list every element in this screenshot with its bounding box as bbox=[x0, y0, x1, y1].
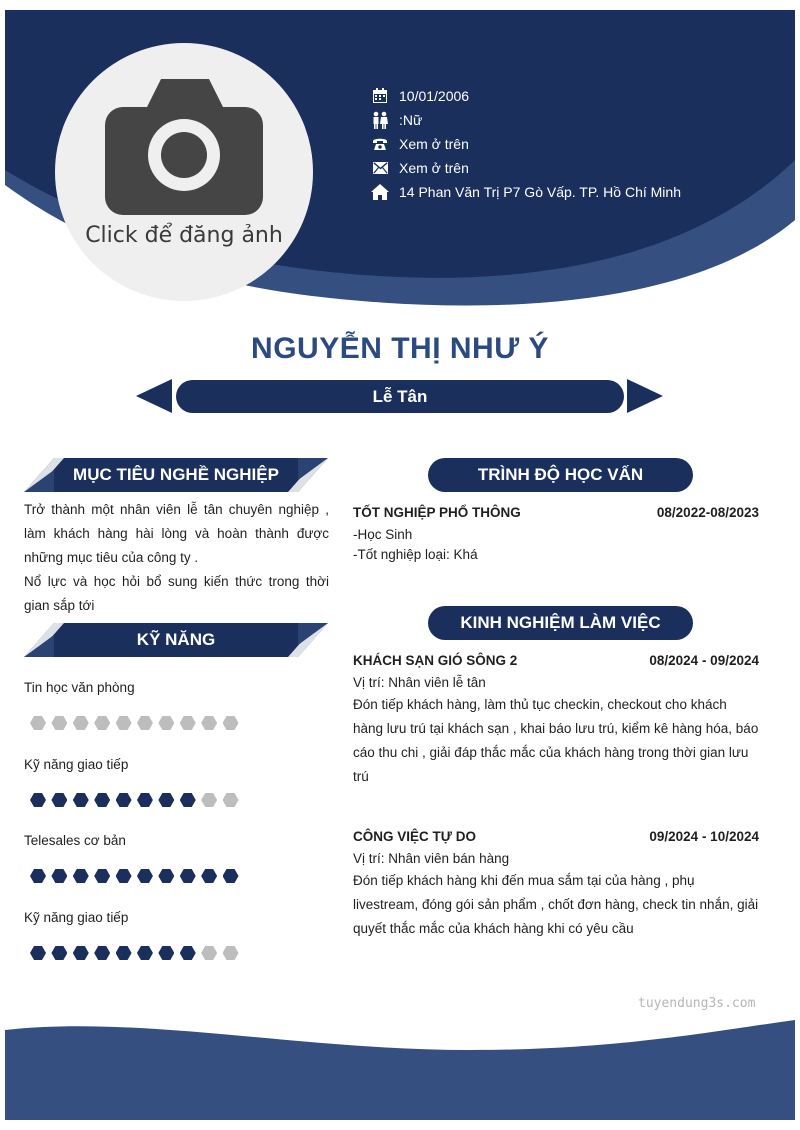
full-name: NGUYỄN THỊ NHƯ Ý bbox=[251, 332, 549, 365]
rating-dot bbox=[116, 716, 132, 730]
skill-item bbox=[24, 680, 324, 700]
experience-title: CÔNG VIỆC TỰ DO bbox=[353, 829, 476, 844]
phone-icon bbox=[370, 135, 390, 153]
email-icon bbox=[370, 159, 390, 177]
rating-dot bbox=[116, 946, 132, 960]
skill-name: Kỹ năng giao tiếp bbox=[24, 757, 129, 772]
education-line-1: -Học Sinh bbox=[353, 527, 413, 542]
rating-dot bbox=[201, 716, 217, 730]
rating-dot bbox=[137, 946, 153, 960]
experience-entry-header bbox=[353, 653, 759, 673]
rating-dot bbox=[94, 869, 110, 883]
watermark: tuyendung3s.com bbox=[638, 996, 756, 1011]
rating-dot bbox=[201, 869, 217, 883]
education-heading: TRÌNH ĐỘ HỌC VẤN bbox=[428, 458, 693, 492]
experience-description: Đón tiếp khách hàng khi đến mua sắm tại của hàng , phụ livestream, đóng gói sản phẩm , chốt đơn hàng, check tin nhắn, giải quyết thắc mắc của khách hàng khi có yêu cầu bbox=[353, 873, 759, 936]
rating-dot bbox=[223, 793, 239, 807]
skill-rating bbox=[30, 716, 244, 730]
education-entry bbox=[353, 505, 759, 565]
experience-heading: KINH NGHIỆM LÀM VIỆC bbox=[428, 606, 693, 640]
rating-dot bbox=[73, 716, 89, 730]
address-row bbox=[370, 180, 681, 204]
experience-period: 09/2024 - 10/2024 bbox=[649, 829, 759, 844]
position-arrow-left bbox=[136, 379, 172, 413]
rating-dot bbox=[158, 716, 174, 730]
rating-dot bbox=[158, 946, 174, 960]
photo-placeholder[interactable] bbox=[55, 43, 313, 301]
birthdate-row bbox=[370, 84, 681, 108]
gender-value: :Nữ bbox=[399, 112, 423, 128]
rating-dot bbox=[30, 793, 46, 807]
skill-item bbox=[24, 910, 324, 930]
rating-dot bbox=[223, 716, 239, 730]
experience-entry-header bbox=[353, 829, 759, 849]
rating-dot bbox=[158, 793, 174, 807]
skill-name: Telesales cơ bản bbox=[24, 833, 126, 848]
rating-dot bbox=[94, 946, 110, 960]
email-value: Xem ở trên bbox=[399, 160, 469, 176]
rating-dot bbox=[137, 716, 153, 730]
rating-dot bbox=[73, 869, 89, 883]
skill-item bbox=[24, 757, 324, 777]
rating-dot bbox=[180, 946, 196, 960]
objective-paragraph-1: Trở thành một nhân viên lễ tân chuyên nghiệp , làm khách hàng hài lòng và hoàn thành được những mục tiêu của công ty . bbox=[24, 502, 329, 565]
rating-dot bbox=[180, 793, 196, 807]
rating-dot bbox=[51, 869, 67, 883]
rating-dot bbox=[116, 869, 132, 883]
skills-heading-text: KỸ NĂNG bbox=[136, 630, 216, 649]
rating-dot bbox=[30, 946, 46, 960]
phone-value: Xem ở trên bbox=[399, 136, 469, 152]
rating-dot bbox=[223, 946, 239, 960]
gender-row bbox=[370, 108, 681, 132]
experience-title: KHÁCH SẠN GIÓ SÔNG 2 bbox=[353, 653, 518, 668]
rating-dot bbox=[137, 793, 153, 807]
rating-dot bbox=[51, 946, 67, 960]
rating-dot bbox=[180, 716, 196, 730]
rating-dot bbox=[116, 793, 132, 807]
experience-entry bbox=[353, 653, 759, 789]
skill-name: Kỹ năng giao tiếp bbox=[24, 910, 129, 925]
skill-item bbox=[24, 833, 324, 853]
experience-period: 08/2024 - 09/2024 bbox=[649, 653, 759, 668]
rating-dot bbox=[201, 946, 217, 960]
education-title: TỐT NGHIỆP PHỔ THÔNG bbox=[353, 505, 521, 520]
rating-dot bbox=[137, 869, 153, 883]
footer-wave bbox=[5, 1020, 795, 1120]
rating-dot bbox=[51, 716, 67, 730]
experience-description: Đón tiếp khách hàng, làm thủ tục checkin, checkout cho khách hàng lưu trú tại khách sạn , khai báo lưu trú, kiểm kê hàng hóa, báo cáo thu chi , giải đáp thắc mắc của khách hàng trong thời gian lưu trú bbox=[353, 697, 759, 784]
objective-text bbox=[24, 498, 329, 618]
rating-dot bbox=[73, 946, 89, 960]
objective-heading-text: MỤC TIÊU NGHỀ NGHIỆP bbox=[73, 465, 279, 484]
skills-heading bbox=[24, 623, 328, 657]
home-icon bbox=[370, 183, 390, 201]
address-value: 14 Phan Văn Trị P7 Gò Vấp. TP. Hồ Chí Minh bbox=[399, 184, 681, 200]
rating-dot bbox=[94, 793, 110, 807]
experience-role: Vị trí: Nhân viên lễ tân bbox=[353, 675, 486, 690]
skill-rating bbox=[30, 869, 244, 883]
rating-dot bbox=[94, 716, 110, 730]
objective-paragraph-2: Nổ lực và học hỏi bổ sung kiến thức trong thời gian sắp tới bbox=[24, 574, 329, 613]
email-row bbox=[370, 156, 681, 180]
rating-dot bbox=[201, 793, 217, 807]
gender-icon bbox=[370, 111, 390, 129]
rating-dot bbox=[73, 793, 89, 807]
education-entry-header bbox=[353, 505, 759, 525]
position-title: Lễ Tân bbox=[176, 380, 624, 413]
skill-name: Tin học văn phòng bbox=[24, 680, 135, 695]
position-arrow-right bbox=[627, 379, 663, 413]
phone-row bbox=[370, 132, 681, 156]
upload-photo-label: Click để đăng ảnh bbox=[85, 223, 283, 248]
birthdate-value: 10/01/2006 bbox=[399, 88, 470, 104]
experience-entry bbox=[353, 829, 759, 941]
rating-dot bbox=[30, 869, 46, 883]
contact-info bbox=[370, 84, 681, 204]
rating-dot bbox=[158, 869, 174, 883]
rating-dot bbox=[180, 869, 196, 883]
rating-dot bbox=[30, 716, 46, 730]
experience-role: Vị trí: Nhân viên bán hàng bbox=[353, 851, 510, 866]
education-period: 08/2022-08/2023 bbox=[656, 505, 759, 520]
objective-heading bbox=[24, 458, 328, 492]
rating-dot bbox=[51, 793, 67, 807]
rating-dot bbox=[223, 869, 239, 883]
skill-rating bbox=[30, 793, 244, 807]
calendar-icon bbox=[370, 87, 390, 105]
education-line-2: -Tốt nghiệp loại: Khá bbox=[353, 547, 478, 562]
skill-rating bbox=[30, 946, 244, 960]
camera-icon bbox=[105, 79, 263, 215]
